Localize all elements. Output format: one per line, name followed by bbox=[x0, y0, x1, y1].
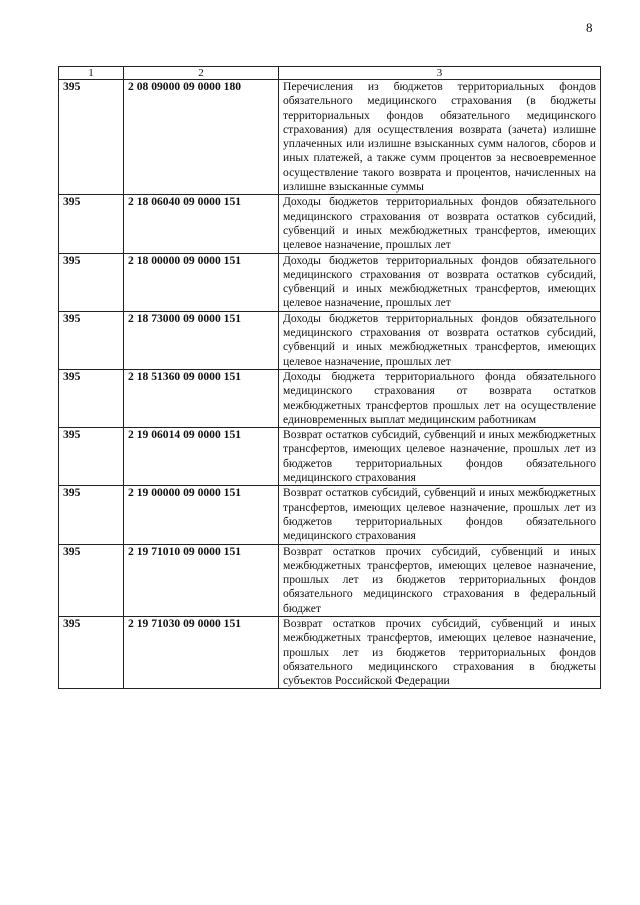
table-row bbox=[59, 544, 601, 616]
budget-code-cell: 2 18 73000 09 0000 151 bbox=[124, 311, 279, 369]
admin-code-cell: 395 bbox=[59, 311, 124, 369]
admin-code-cell: 395 bbox=[59, 369, 124, 427]
budget-code-cell: 2 19 00000 09 0000 151 bbox=[124, 486, 279, 544]
description-cell: Возврат остатков субсидий, субвенций и иных межбюджетных трансфертов, имеющих целевое назначение, прошлых лет из бюджетов территориальных фондов обязательного медицинского страхования bbox=[279, 428, 601, 486]
table-row bbox=[59, 253, 601, 311]
description-cell: Возврат остатков прочих субсидий, субвенций и иных межбюджетных трансфертов, имеющих целевое назначение, прошлых лет из бюджетов территориальных фондов обязательного медицинского страхования в бюджеты субъектов Российской Федерации bbox=[279, 616, 601, 688]
table-row bbox=[59, 428, 601, 486]
table-row bbox=[59, 369, 601, 427]
table-header-row bbox=[59, 67, 601, 80]
budget-code-cell: 2 19 71010 09 0000 151 bbox=[124, 544, 279, 616]
table-row bbox=[59, 80, 601, 195]
column-header-1: 1 bbox=[59, 67, 124, 80]
admin-code-cell: 395 bbox=[59, 428, 124, 486]
column-header-3: 3 bbox=[279, 67, 601, 80]
income-codes-table bbox=[58, 66, 601, 689]
admin-code-cell: 395 bbox=[59, 253, 124, 311]
description-cell: Доходы бюджета территориального фонда обязательного медицинского страхования от возврата остатков межбюджетных трансфертов прошлых лет на осуществление единовременных выплат медицинским работникам bbox=[279, 369, 601, 427]
budget-code-cell: 2 18 00000 09 0000 151 bbox=[124, 253, 279, 311]
budget-code-cell: 2 19 71030 09 0000 151 bbox=[124, 616, 279, 688]
budget-code-cell: 2 18 06040 09 0000 151 bbox=[124, 195, 279, 253]
description-cell: Доходы бюджетов территориальных фондов обязательного медицинского страхования от возврата остатков субсидий, субвенций и иных межбюджетных трансфертов, имеющих целевое назначение, прошлых лет bbox=[279, 253, 601, 311]
description-cell: Доходы бюджетов территориальных фондов обязательного медицинского страхования от возврата остатков субсидий, субвенций и иных межбюджетных трансфертов, имеющих целевое назначение, прошлых лет bbox=[279, 311, 601, 369]
budget-code-cell: 2 18 51360 09 0000 151 bbox=[124, 369, 279, 427]
table-row bbox=[59, 486, 601, 544]
admin-code-cell: 395 bbox=[59, 616, 124, 688]
budget-code-cell: 2 08 09000 09 0000 180 bbox=[124, 80, 279, 195]
description-cell: Доходы бюджетов территориальных фондов обязательного медицинского страхования от возврата остатков субсидий, субвенций и иных межбюджетных трансфертов, имеющих целевое назначение, прошлых лет bbox=[279, 195, 601, 253]
admin-code-cell: 395 bbox=[59, 80, 124, 195]
description-cell: Возврат остатков субсидий, субвенций и иных межбюджетных трансфертов, имеющих целевое назначение, прошлых лет из бюджетов территориальных фондов обязательного медицинского страхования bbox=[279, 486, 601, 544]
admin-code-cell: 395 bbox=[59, 486, 124, 544]
table-row bbox=[59, 195, 601, 253]
page-number: 8 bbox=[586, 20, 593, 35]
admin-code-cell: 395 bbox=[59, 544, 124, 616]
table-row bbox=[59, 311, 601, 369]
table-row bbox=[59, 616, 601, 688]
description-cell: Возврат остатков прочих субсидий, субвенций и иных межбюджетных трансфертов, имеющих целевое назначение, прошлых лет из бюджетов территориальных фондов обязательного медицинского страхования в федеральный бюджет bbox=[279, 544, 601, 616]
description-cell: Перечисления из бюджетов территориальных фондов обязательного медицинского страхования (в бюджеты территориальных фондов обязательного медицинского страхования) для осуществления возврата (зачета) излишне уплаченных или излишне взысканных сумм налогов, сборов и иных платежей, а также сумм процентов за несвоевременное осуществление такого возврата и процентов, начисленных на излишне взысканные суммы bbox=[279, 80, 601, 195]
column-header-2: 2 bbox=[124, 67, 279, 80]
budget-code-cell: 2 19 06014 09 0000 151 bbox=[124, 428, 279, 486]
admin-code-cell: 395 bbox=[59, 195, 124, 253]
